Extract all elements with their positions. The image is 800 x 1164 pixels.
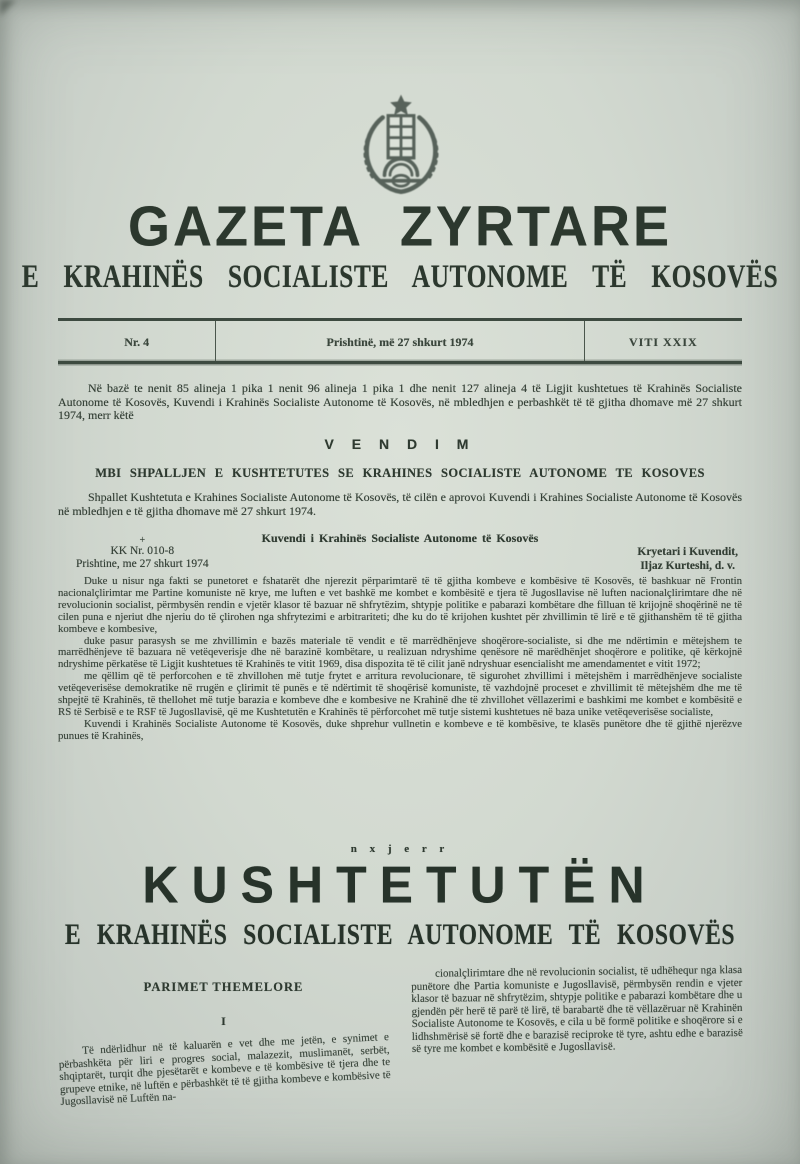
reference-block: [76, 537, 209, 571]
signature-title: Kryetari i Kuvendit,: [637, 546, 738, 558]
signature-name: Iljaz Kurteshi, d. v.: [640, 559, 735, 572]
issues-word: n x j e r r: [350, 843, 450, 855]
preamble-paragraph: me qëllim që të perforcohen e të zhvillohen më tutje frytet e arritura revolucionare, të sigurohet zhvillimi i mëtejshëm i marrëdhënjeve socialiste vetëqeverisëse demokratike në rrugën e çlirimit të punës e të ndërtimit të shoqërisë komuniste, të vazhdojnë proceset e zhvillimit të mëtejshëm dhe me të shpejtë të Krahinës, të thellohet më tutje barazia e kombeve dhe e kombesive ne Krahinë dhe të zhvillohet vëllazerimi e bashkimi me kombet e kombësitë e RS të Serbisë e te RSF të Jugosllavisë, që me Kushtetutën e Krahinës të përforcohet më tutje sistemi kushtetues në baza unike vetëqeverisëse socialiste,: [58, 670, 742, 718]
issue-date: Prishtinë, më 27 shkurt 1974: [215, 321, 584, 361]
decision-intro-paragraph: Në bazë te nenit 85 alineja 1 pika 1 nenit 96 alineja 1 pika 1 dhe nenit 127 alineja 4 të Ligjit kushtetues të Krahinës Socialiste Autonome të Kosovës, Kuvendi i Krahinës Socialiste Autonome të Kosovës, në mbledhjen e perbashkët të të gjitha dhomave më 27 shkurt 1974, merr këtë: [58, 381, 742, 423]
left-column-text: Të ndërlidhur në të kaluarën e vet dhe me jetën, e synimet e përbashkëta për liri e progres social, malazezit, muslimanët, serbët, shqiptarët, turqit dhe pjesëtarët e kombeve e të kombësive të tjera dhe te grupeve etnike, në luftën e përbashkët të të gjitha kombeve e kombësive të Jugosllavisë në Luftën na-: [58, 1030, 391, 1108]
coat-of-arms-icon: [346, 90, 456, 200]
issue-bar: [58, 318, 742, 364]
constitution-subtitle: E KRAHINËS SOCIALISTE AUTONOME TË KOSOVËS: [64, 918, 736, 951]
constitution-columns: [58, 963, 743, 1109]
signature-block: [637, 546, 738, 573]
section-number: I: [221, 1014, 226, 1028]
decision-body-paragraph: Shpallet Kushtetuta e Krahines Socialiste Autonome të Kosovës, të cilën e aprovoi Kuvendi i Krahines Socialiste Autonome të Kosovës në mbledhjen e të gjitha dhomave më 27 shkurt 1974.: [58, 490, 742, 518]
preamble: [58, 576, 742, 743]
column-left: [58, 968, 389, 1109]
decision-subject-heading: MBI SHPALLJEN E KUSHTETUTES SE KRAHINES SOCIALISTE AUTONOME TE KOSOVES: [95, 466, 705, 480]
reference-number: KK Nr. 010-8: [110, 545, 175, 557]
column-right: [411, 963, 743, 1109]
masthead-title: GAZETA ZYRTARE: [128, 195, 672, 259]
preamble-paragraph: duke pasur parasysh se me zhvillimin e bazës materiale të vendit e të marrëdhënjeve shoqërore-socialiste, si dhe me ndërtimin e mëtejshem te marrëdhënjeve të bazuara në vetëqeverisje dhe në barazinë kombëtare, u realizuan ndryshime qenësore në marëdhënjet shoqërore e politike, që kërkojnë ndryshime përkatëse të Ligjit kushtetues të Krahinës te vitit 1969, disa dispozita të të cilit janë ndryshuar esencialisht me amendamentet e vitit 1972;: [58, 634, 742, 671]
constitution-title: KUSHTETUTËN: [142, 855, 658, 915]
reference-mark: +: [139, 535, 146, 546]
preamble-paragraph: Kuvendi i Krahinës Socialiste Autonome të Kosovës, duke shprehur vullnetin e kombeve e të kombësive, te klasës punëtore dhe të gjithë njerëzve punues të Krahinës,: [58, 717, 742, 742]
decision-heading: V E N D I M: [324, 436, 476, 452]
reference-place-date: Prishtine, me 27 shkurt 1974: [76, 558, 209, 570]
masthead-subtitle: E KRAHINËS SOCIALISTE AUTONOME TË KOSOVËS: [21, 259, 779, 295]
scan-corner-shadow: [0, 0, 16, 16]
right-column-text: cionalçlirimtare dhe në revolucionin socialist, të udhëhequr nga klasa punëtore dhe Partia komuniste e Jugosllavisë, përmbysën rendin e vjeter klasor të bazuar në shfrytëzim, shtypje politike e pabarazi kombëtare dhe u gjendën për herë të parë të lirë, të barabartë dhe të vëllazëruar në Krahinën Socialiste Autonome te Kosovës, e cila u bë formë politike e shoqërore si e lidhshmërisë së fortë dhe e barazisë reciproke të tyre, ashtu edhe e barazisë së tyre me kombet e kombësitë e Jugosllavisë.: [411, 963, 743, 1055]
issue-number: Nr. 4: [124, 334, 150, 349]
issuer-line: Kuvendi i Krahinës Socialiste Autonome të Kosovës: [261, 531, 539, 545]
issue-year: VITI XXIX: [628, 334, 698, 349]
section-heading: PARIMET THEMELORE: [143, 980, 304, 994]
preamble-paragraph: Duke u nisur nga fakti se punetoret e fshatarët dhe njerezit përparimtarë të të gjitha kombeve e kombësive të Kosovës, të bashkuar në Frontin nacionalçlirimtar me Partine komuniste në krye, me luften e vet bashkë me kombet e kombësitë e tjera të Jugosllavise në luften nacionalçlirimtare dhe në revolucionin socialist, përmbysën rendin e vjetër klasor të bazuar në shfrytëzim, shtypje politike e pabarazi kombëtare dhe filluan të krijojnë shoqërinë ne të cilen puna e njeriut dhe njeriu do të çlirohen nga shfrytezimi e arbitrariteti; dhe ku do të krijohen kushtet për zhvillimin të lirë e të gjithanshëm të të gjitha kombeve e kombesive,: [58, 575, 742, 635]
